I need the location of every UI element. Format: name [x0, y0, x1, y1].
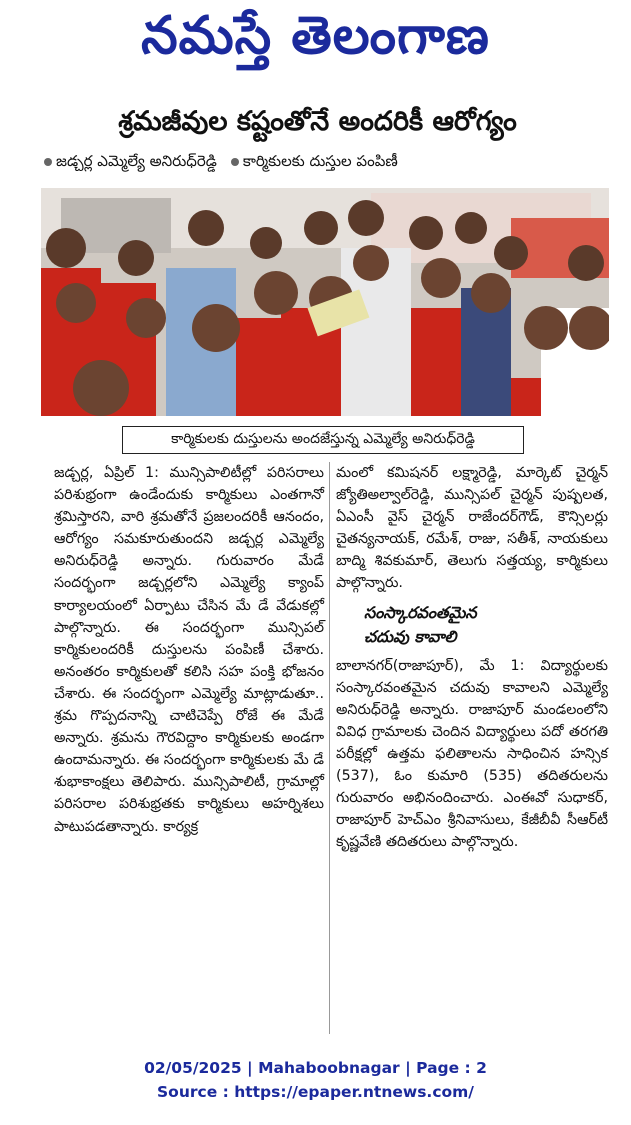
newspaper-masthead: నమస్తే తెలంగాణ: [141, 5, 490, 66]
subhead-2-text: కార్మికులకు దుస్తుల పంపిణీ: [242, 152, 398, 170]
bullet-icon: [44, 158, 52, 166]
secondary-headline-line2: చదువు కావాలి: [364, 626, 457, 646]
article-column-left: [54, 462, 324, 838]
article-headline: శ్రమజీవుల కష్టంతోనే అందరికీ ఆరోగ్యం: [118, 106, 517, 137]
column-divider: [329, 462, 330, 1034]
secondary-headline-line1: సంస్కారవంతమైన: [364, 602, 477, 622]
article-body-right-bottom: బాలానగర్(రాజాపూర్), మే 1: విద్యార్థులకు సంస్కారవంతమైన చదువు కావాలని ఎమ్మెల్యే అనిరుధ్‌రెడ్డి అన్నారు. రాజాపూర్ మండలంలోని వివిధ గ్రామాలకు చెందిన విద్యార్థులు పదో తరగతి పరీక్షల్లో ఉత్తమ ఫలితాలను సాధించిన హన్సిక (537), ఓం కుమారి (535) తదితరులను గురువారం అభినందించారు. ఎంఈవో సుధాకర్, రాజాపూర్ హెచ్ఎం శ్రీనివాసులు, కేజీబీవీ సీఆర్‌టీ కృష్ణవేణి తదితరులు పాల్గొన్నారు.: [336, 657, 608, 851]
page-footer: [0, 1056, 631, 1104]
subhead-1: [44, 152, 217, 174]
photo-caption: కార్మికులకు దుస్తులను అందజేస్తున్న ఎమ్మెల్యే అనిరుధ్‌రెడ్డి: [122, 426, 524, 454]
subhead-2: [231, 152, 398, 174]
footer-date-edition: 02/05/2025 | Mahaboobnagar | Page : 2: [144, 1059, 487, 1077]
news-photo: [41, 188, 609, 416]
subhead-1-text: జడ్చర్ల ఎమ్మెల్యే అనిరుధ్‌రెడ్డి: [56, 152, 217, 170]
news-photo-graphic: [41, 188, 609, 416]
article-body-right-top: మంలో కమిషనర్ లక్ష్మారెడ్డి, మార్కెట్ చైర్మన్ జ్యోతిఅల్వాల్‌రెడ్డి, మున్సిపల్ చైర్మన్ పుష్పలత, ఏఎంసీ వైస్ చైర్మన్ రాజేందర్‌గౌడ్, కౌన్సిలర్లు చైతన్యనాయక్, రమేశ్, రాజు, సతీశ్, నాయకులు బాద్మి శివకుమార్, తెలుగు సత్తయ్య, కార్మికులు పాల్గొన్నారు.: [336, 465, 608, 592]
bullet-icon: [231, 158, 239, 166]
article-column-right: [336, 462, 608, 853]
footer-source: Source : https://epaper.ntnews.com/: [157, 1083, 474, 1101]
secondary-headline: [364, 601, 608, 649]
article-subheads: [44, 152, 604, 174]
article-body-left: జడ్చర్ల, ఏప్రిల్ 1: మున్సిపాలిటీల్లో పరిసరాలు పరిశుభ్రంగా ఉండేందుకు కార్మికులు ఎంతగానో శ్రమిస్తారని, వారి శ్రమతోనే ప్రజలందరికీ ఆనందం, ఆరోగ్యం సమకూరుతుందని జడ్చర్ల ఎమ్మెల్యే అనిరుధ్‌రెడ్డి అన్నారు. గురువారం మేడే సందర్భంగా జడ్చర్లలోని ఎమ్మెల్యే క్యాంప్ కార్యాలయంలో ఏర్పాటు చేసిన మే డే వేడుకల్లో పాల్గొన్నారు. ఈ సందర్భంగా మున్సిపల్ కార్మికులందరికీ దుస్తులను పంపిణీ చేశారు. అనంతరం కార్మికులతో కలిసి సహ పంక్తి భోజనం చేశారు. ఈ సందర్భంగా ఎమ్మెల్యే మాట్లాడుతూ.. శ్రమ గొప్పదనాన్ని చాటిచెప్పే రోజే ఈ మేడే అన్నారు. శ్రమను గౌరవిద్దాం కార్మికులకు అండగా ఉందామన్నారు. ఈ సందర్భంగా కార్మికులకు మే డే శుభాకాంక్షలు తెలిపారు. మున్సిపాలిటీ, గ్రామాల్లో పరిసరాల పరిశుభ్రతకు కార్మికులు అహర్నిశలు పాటుపడతాన్నారు. కార్యక్ర: [54, 465, 324, 835]
